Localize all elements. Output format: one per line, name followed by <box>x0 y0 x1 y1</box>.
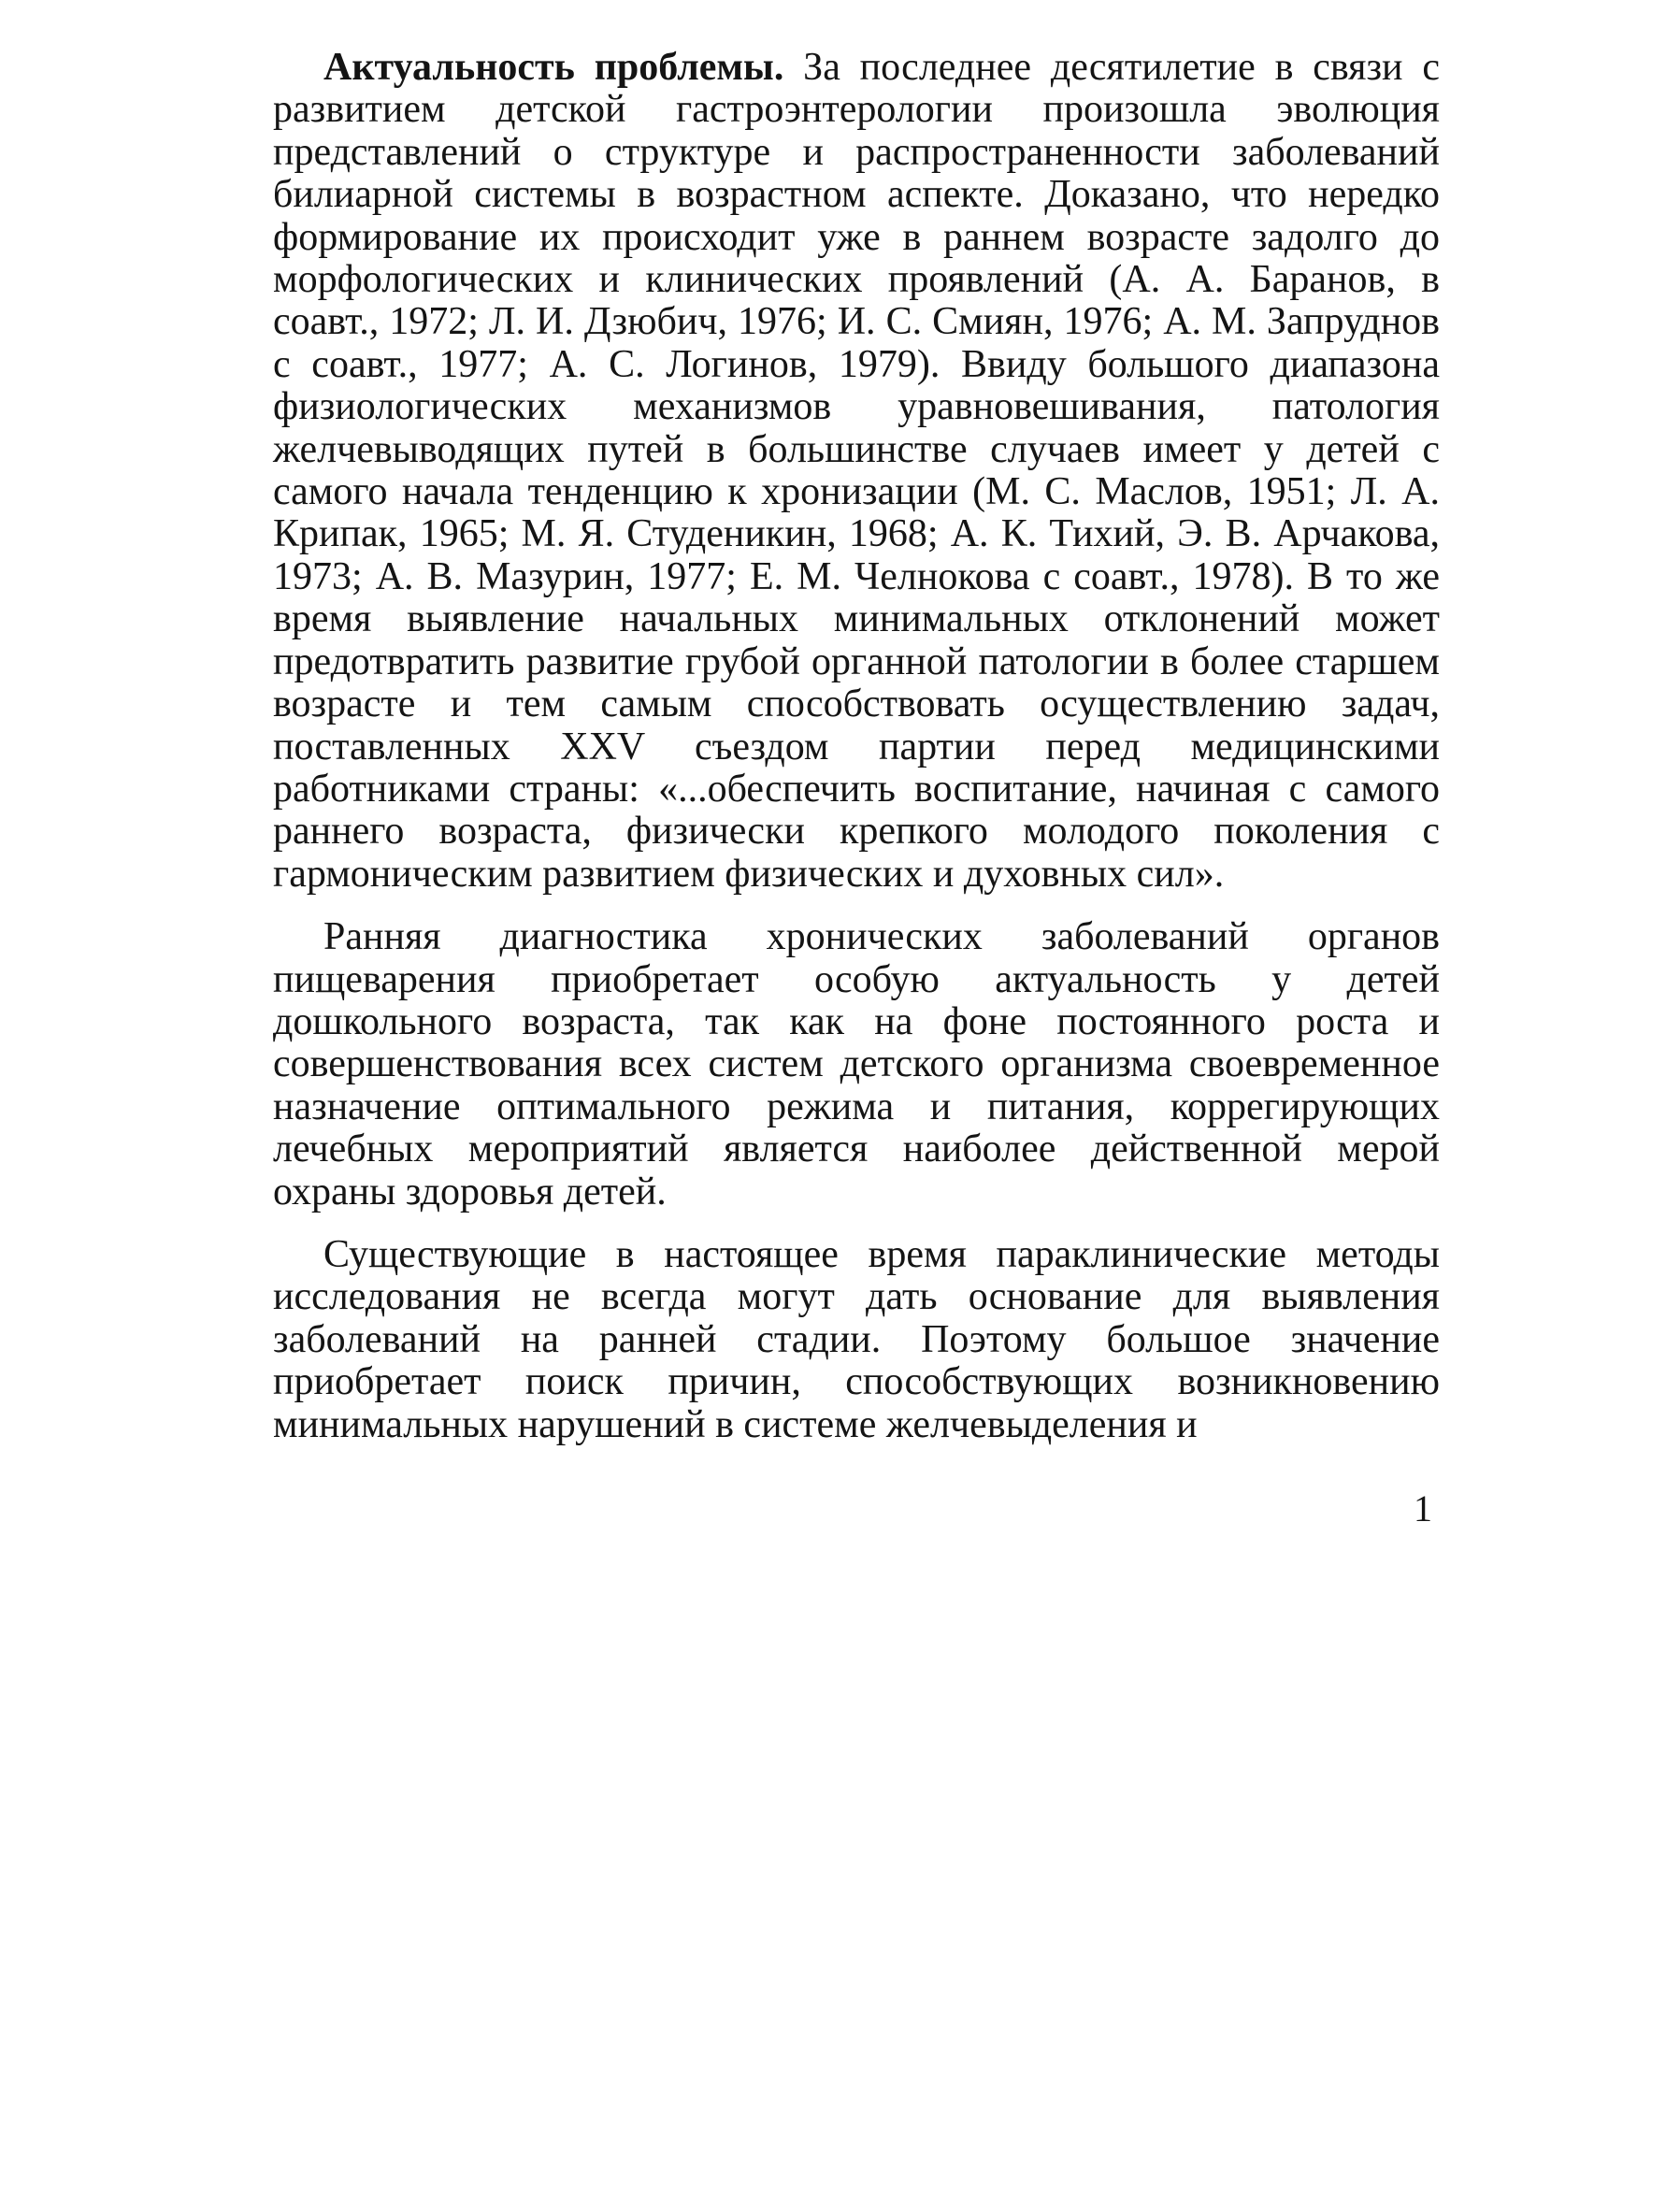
paragraph-text: Существующие в настоящее время параклинические методы исследования не всегда могут дать основание для выявления заболеваний на ранней стадии. Поэтому большое значение приобретает поиск причин, способствующих возникновению минимальных нарушений в системе желчевыделения и <box>273 1232 1440 1446</box>
paragraph-methods <box>273 1234 1440 1446</box>
paragraph-text: За последнее десятилетие в связи с развитием детской гастроэнтерологии произошла эволюция представлений о структуре и распространенности заболеваний билиарной системы в возрастном аспекте. Доказано, что нередко формирование их происходит уже в раннем возрасте задолго до морфологических и клинических проявлений (А. А. Баранов, в соавт., 1972; Л. И. Дзюбич, 1976; И. С. Смиян, 1976; А. М. Запруднов с соавт., 1977; А. С. Логинов, 1979). Ввиду большого диапазона физиологических механизмов уравновешивания, патология желчевыводящих путей в большинстве случаев имеет у детей с самого начала тенденцию к хронизации (М. С. Маслов, 1951; Л. А. Крипак, 1965; М. Я. Студеникин, 1968; А. К. Тихий, Э. В. Арчакова, 1973; А. В. Мазурин, 1977; Е. М. Челнокова с соавт., 1978). В то же время выявление начальных минимальных отклонений может предотвратить развитие грубой органной патологии в более старшем возрасте и тем самым способствовать осуществлению задач, поставленных XXV съездом партии перед медицинскими работниками страны: «...обеспечить воспитание, начиная с самого раннего возраста, физически крепкого молодого поколения с гармоническим развитием физических и духовных сил». <box>273 46 1440 896</box>
paragraph-relevance <box>273 47 1440 896</box>
paragraph-text: Ранняя диагностика хронических заболеваний органов пищеварения приобретает особую актуальность у детей дошкольного возраста, так как на фоне постоянного роста и совершенствования всех систем детского организма своевременное назначение оптимального режима и питания, коррегирующих лечебных мероприятий является наиболее действенной мерой охраны здоровья детей. <box>273 915 1440 1213</box>
paragraph-lead-heading: Актуальность проблемы. <box>323 46 784 89</box>
paragraph-early-diagnosis <box>273 916 1440 1213</box>
body-text <box>273 47 1440 1446</box>
page-number: 1 <box>1414 1487 1432 1529</box>
